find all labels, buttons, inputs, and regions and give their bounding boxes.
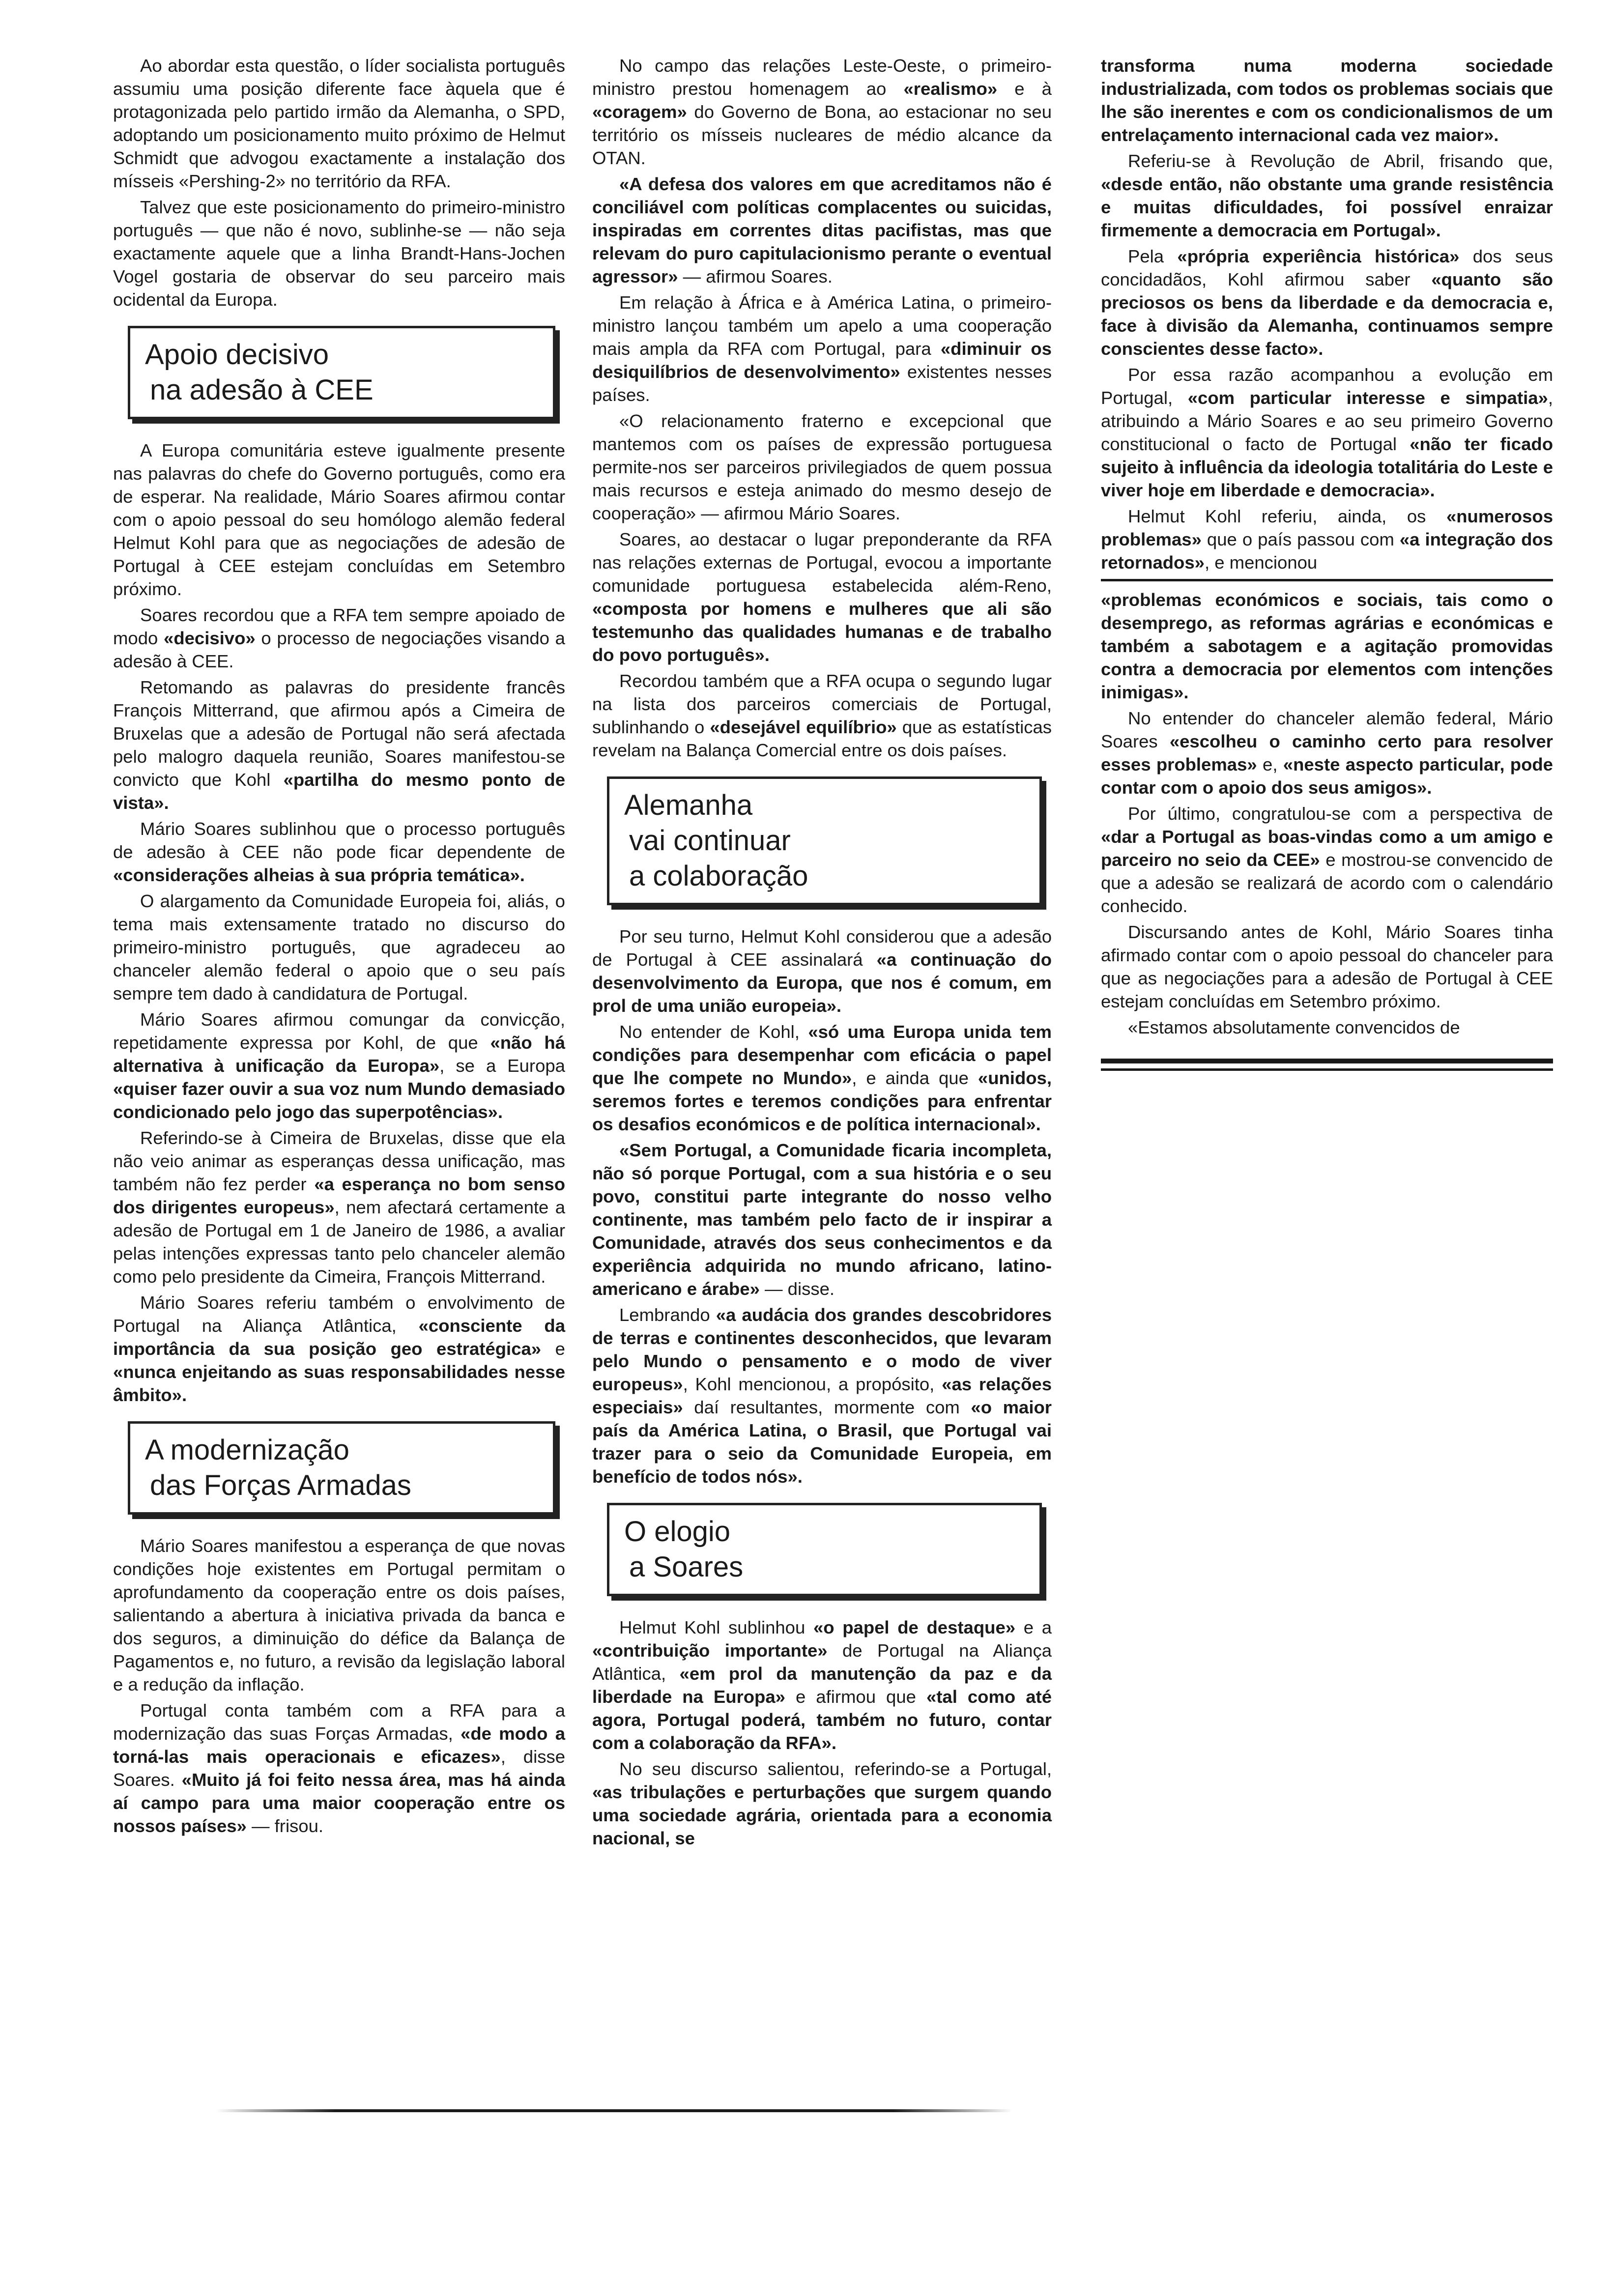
divider-rule xyxy=(1101,579,1553,581)
paragraph: Soares, ao destacar o lugar preponderante da RFA nas relações externas de Portugal, evocou a importante comunidade portuguesa estabelecida além-Reno, «composta por homens e mulheres que ali são testemunho das qualidades humanas e de trabalho do povo português». xyxy=(592,529,1052,665)
paragraph: Por essa razão acompanhou a evolução em Portugal, «com particular interesse e simpatia», atribuindo a Mário Soares e ao seu primeiro Governo constitucional o facto de Portugal «não ter ficado sujeito à influência da ideologia totalitária do Leste e viver hoje em liberdade e democracia». xyxy=(1101,365,1554,500)
paragraph: «Estamos absolutamente convencidos de xyxy=(1128,1017,1460,1037)
paragraph: transforma numa moderna sociedade industrializada, com todos os problemas sociais que lhe são inerentes e com os condicionalismos de um entrelaçamento internacional cada vez maior». xyxy=(1101,56,1553,145)
paragraph: Lembrando «a audácia dos grandes descobridores de terras e continentes desconhecidos, que levaram pelo Mundo o pensamento e o modo de viver europeus», Kohl mencionou, a propósito, «as relações especiais» daí resultantes, mormente com «o maior país da América Latina, o Brasil, que Portugal vai trazer para o seio da Comunidade Europeia, em benefício de todos nós». xyxy=(592,1305,1052,1487)
paragraph: Referindo-se à Cimeira de Bruxelas, disse que ela não veio animar as esperanças dessa unificação, mas também não fez perder «a esperança no bom senso dos dirigentes europeus», nem afectará certamente a adesão de Portugal em 1 de Janeiro de 1986, a avaliar pelas intenções expressas tanto pelo chanceler alemão como pelo presidente da Cimeira, François Mitterrand. xyxy=(113,1128,566,1287)
section-heading-line: vai continuar xyxy=(629,825,791,857)
section-heading-box xyxy=(128,1421,555,1515)
paragraph: «A defesa dos valores em que acreditamos não é conciliável com políticas complacentes ou suicidas, inspiradas em correntes ditas pacifistas, mas que relevam do puro capitulacionismo perante o eventual agressor» — afirmou Soares. xyxy=(592,174,1052,287)
paragraph: Por último, congratulou-se com a perspectiva de «dar a Portugal as boas-vindas como a um amigo e parceiro no seio da CEE» e mostrou-se convencido de que a adesão se realizará de acordo com o calendário conhecido. xyxy=(1101,804,1553,916)
section-heading-line: a Soares xyxy=(629,1551,744,1583)
paragraph: O alargamento da Comunidade Europeia foi, aliás, o tema mais extensamente tratado no discurso do primeiro-ministro português, que agradeceu ao chanceler alemão federal o apoio que o seu país sempre tem dado à candidatura de Portugal. xyxy=(113,891,565,1004)
paragraph: No entender de Kohl, «só uma Europa unida tem condições para desempenhar com eficácia o papel que lhe compete no Mundo», e ainda que «unidos, seremos fortes e teremos condições para enfrentar os desafios económicos e de política internacional». xyxy=(592,1022,1052,1134)
paragraph: «O relacionamento fraterno e excepcional que mantemos com os países de expressão portuguesa permite-nos ser parceiros privilegiados de quem possua mais recursos e esteja animado do mesmo desejo de cooperação» — afirmou Mário Soares. xyxy=(592,411,1052,523)
section-heading-box xyxy=(607,776,1042,905)
section-heading-box xyxy=(128,326,555,419)
section-heading-line: a colaboração xyxy=(629,860,808,892)
article-column-3 xyxy=(1101,54,1553,1071)
paragraph: Mário Soares sublinhou que o processo português de adesão à CEE não pode ficar dependente de «considerações alheias à sua própria temática». xyxy=(113,819,565,885)
paragraph: No campo das relações Leste-Oeste, o primeiro-ministro prestou homenagem ao «realismo» e à «coragem» do Governo de Bona, ao estacionar no seu território os mísseis nucleares de médio alcance da OTAN. xyxy=(592,56,1052,168)
paragraph: Helmut Kohl referiu, ainda, os «numerosos problemas» que o país passou com «a integração dos retornados», e mencionou xyxy=(1101,506,1553,573)
paragraph: Em relação à África e à América Latina, o primeiro-ministro lançou também um apelo a uma cooperação mais ampla da RFA com Portugal, para «diminuir os desiquilíbrios de desenvolvimento» existentes nesses países. xyxy=(592,292,1052,405)
paragraph: Mário Soares afirmou comungar da convicção, repetidamente expressa por Kohl, de que «não há alternativa à unificação da Europa», se a Europa «quiser fazer ouvir a sua voz num Mundo demasiado condicionado pelo jogo das superpotências». xyxy=(113,1009,565,1122)
paragraph: Ao abordar esta questão, o líder socialista português assumiu uma posição diferente face àquela que é protagonizada pelo partido irmão da Alemanha, o SPD, adoptando um posicionamento muito próximo de Helmut Schmidt que advogou exactamente a instalação dos mísseis «Pershing-2» no território da RFA. xyxy=(113,56,565,191)
section-heading-box xyxy=(607,1503,1042,1596)
divider-rule xyxy=(1101,1059,1553,1063)
section-heading-line: O elogio xyxy=(624,1516,731,1548)
paragraph: No entender do chanceler alemão federal, Mário Soares «escolheu o caminho certo para resolver esses problemas» e, «neste aspecto particular, pode contar com o apoio dos seus amigos». xyxy=(1101,708,1553,798)
paragraph: Talvez que este posicionamento do primeiro-ministro português — que não é novo, sublinhe-se — não seja exactamente aquele que a linha Brandt-Hans-Jochen Vogel gostaria de observar do seu parceiro mais ocidental da Europa. xyxy=(113,197,565,310)
paragraph: Discursando antes de Kohl, Mário Soares tinha afirmado contar com o apoio pessoal do chanceler para que as negociações para a adesão de Portugal à CEE estejam concluídas em Setembro próximo. xyxy=(1101,922,1553,1011)
paragraph: Por seu turno, Helmut Kohl considerou que a adesão de Portugal à CEE assinalará «a continuação do desenvolvimento da Europa, que nos é comum, em prol de uma união europeia». xyxy=(592,926,1052,1016)
paragraph: A Europa comunitária esteve igualmente presente nas palavras do chefe do Governo português, como era de esperar. Na realidade, Mário Soares afirmou contar com o apoio pessoal do seu homólogo alemão federal Helmut Kohl para que as negociações de adesão de Portugal à CEE estejam concluídas em Setembro próximo. xyxy=(113,440,565,599)
paragraph: Pela «própria experiência histórica» dos seus concidadãos, Kohl afirmou saber «quanto são preciosos os bens da liberdade e da democracia e, face à divisão da Alemanha, continuamos sempre conscientes desse facto». xyxy=(1101,246,1553,359)
divider-rule xyxy=(1101,1068,1553,1071)
paragraph: Mário Soares referiu também o envolvimento de Portugal na Aliança Atlântica, «consciente da importância da sua posição geo estratégica» e «nunca enjeitando as suas responsabilidades nesse âmbito». xyxy=(113,1292,565,1405)
section-heading-line: Alemanha xyxy=(624,789,753,821)
section-heading-line: na adesão à CEE xyxy=(150,374,374,406)
paragraph: Retomando as palavras do presidente francês François Mitterrand, que afirmou após a Cimeira de Bruxelas que a adesão de Portugal não será afectada pelo malogro daquela reunião, Soares manifestou-se convicto que Kohl «partilha do mesmo ponto de vista». xyxy=(113,677,565,813)
paragraph: Mário Soares manifestou a esperança de que novas condições hoje existentes em Portugal permitam o aprofundamento da cooperação entre os dois países, salientando a abertura à iniciativa privada da banca e dos seguros, a diminuição do défice da Balança de Pagamentos e, no futuro, a revisão da legislação laboral e a redução da inflação. xyxy=(113,1536,565,1694)
paragraph: «Sem Portugal, a Comunidade ficaria incompleta, não só porque Portugal, com a sua história e o seu povo, constitui parte integrante do nosso velho continente, mas também pelo facto de ir inspirar a Comunidade, através dos seus conhecimentos e da experiência adquirida no mundo africano, latino-americano e árabe» — disse. xyxy=(592,1140,1052,1299)
section-heading-line: das Forças Armadas xyxy=(150,1469,411,1501)
section-heading-line: A modernização xyxy=(145,1434,349,1466)
section-heading-line: Apoio decisivo xyxy=(145,339,329,371)
bottom-divider-rule xyxy=(216,2109,1012,2112)
paragraph: Soares recordou que a RFA tem sempre apoiado de modo «decisivo» o processo de negociações visando a adesão à CEE. xyxy=(113,605,565,671)
paragraph: «problemas económicos e sociais, tais como o desemprego, as reformas agrárias e económicas e também a sabotagem e a agitação promovidas contra a democracia por elementos com intenções inimigas». xyxy=(1101,590,1553,702)
paragraph: Recordou também que a RFA ocupa o segundo lugar na lista dos parceiros comerciais de Portugal, sublinhando o «desejável equilíbrio» que as estatísticas revelam na Balança Comercial entre os dois países. xyxy=(592,671,1052,760)
article-column-2 xyxy=(592,54,1052,1853)
paragraph: Portugal conta também com a RFA para a modernização das suas Forças Armadas, «de modo a torná-las mais operacionais e eficazes», disse Soares. «Muito já foi feito nessa área, mas há ainda aí campo para uma maior cooperação entre os nossos países» — frisou. xyxy=(113,1700,566,1836)
paragraph: Referiu-se à Revolução de Abril, frisando que, «desde então, não obstante uma grande resistência e muitas dificuldades, foi possível enraizar firmemente a democracia em Portugal». xyxy=(1101,151,1553,240)
paragraph: No seu discurso salientou, referindo-se a Portugal, «as tribulações e perturbações que surgem quando uma sociedade agrária, orientada para a economia nacional, se xyxy=(592,1759,1052,1848)
paragraph: Helmut Kohl sublinhou «o papel de destaque» e a «contribuição importante» de Portugal na Aliança Atlântica, «em prol da manutenção da paz e da liberdade na Europa» e afirmou que «tal como até agora, Portugal poderá, também no futuro, contar com a colaboração da RFA». xyxy=(592,1617,1052,1753)
article-column-1 xyxy=(113,54,565,1840)
